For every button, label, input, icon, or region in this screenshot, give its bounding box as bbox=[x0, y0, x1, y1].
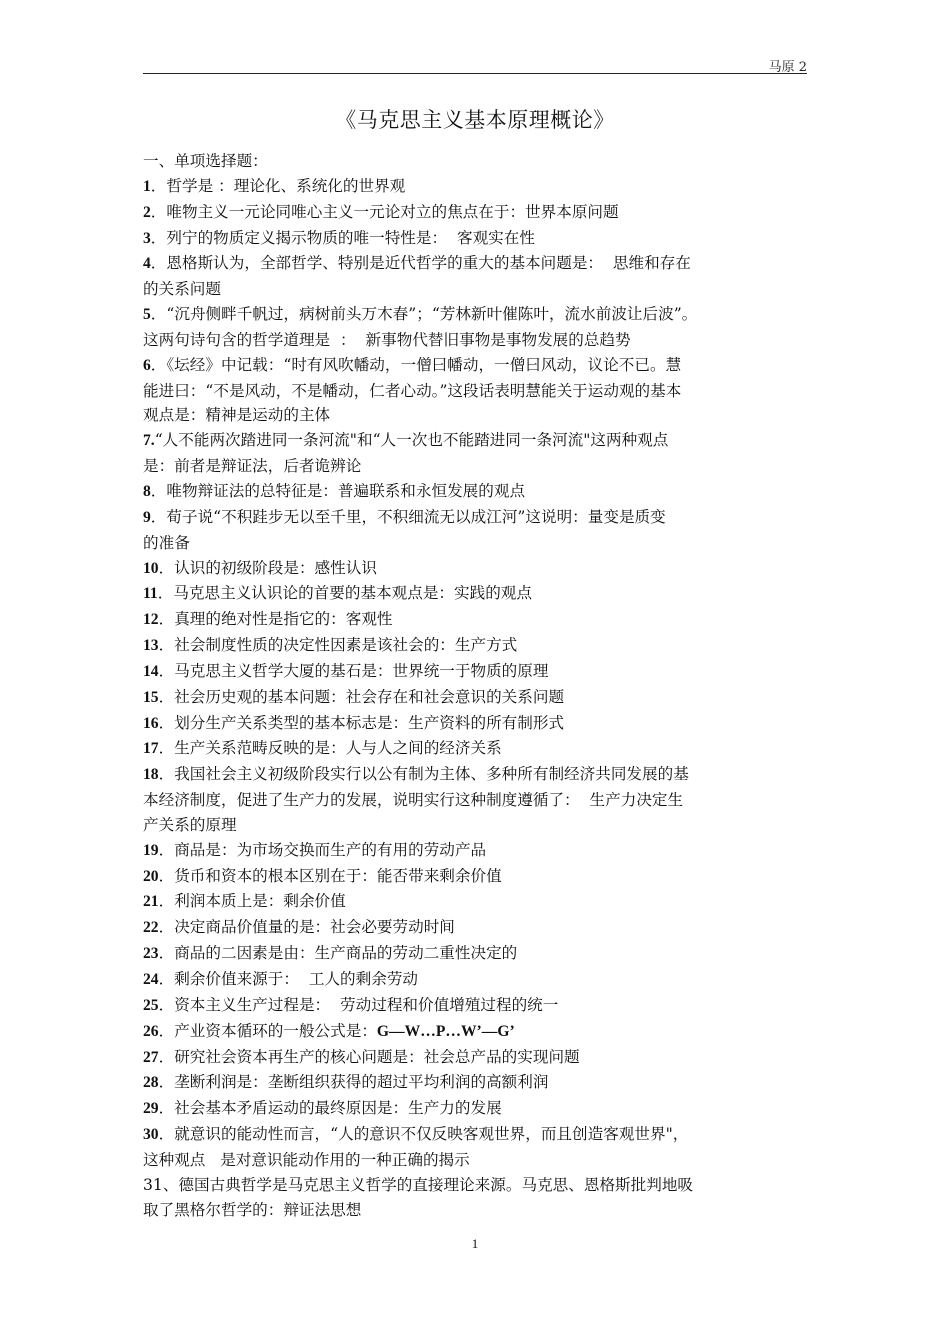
item-text: ．商品的二因素是由：生产商品的劳动二重性决定的 bbox=[158, 944, 518, 963]
item-number: 30 bbox=[143, 1126, 159, 1144]
text-line bbox=[143, 889, 809, 915]
item-text: 产关系的原理 bbox=[143, 815, 237, 834]
item-text: ．《坛经》中记载：“时有风吹幡动，一僧曰幡动，一僧曰风动，议论不已。慧 bbox=[150, 355, 682, 374]
item-text: 观点是：精神是运动的主体 bbox=[143, 406, 331, 425]
text-line bbox=[143, 479, 809, 505]
header-rule bbox=[143, 73, 807, 74]
item-number: 6 bbox=[143, 356, 151, 374]
item-text: ．利润本质上是：剩余价值 bbox=[158, 892, 346, 911]
text-line bbox=[143, 1096, 809, 1122]
item-text: ．研究社会资本再生产的核心问题是：社会总产品的实现问题 bbox=[158, 1047, 580, 1066]
item-number: 16 bbox=[143, 714, 159, 732]
item-text: ．垄断利润是：垄断组织获得的超过平均利润的高额利润 bbox=[158, 1073, 549, 1092]
text-line bbox=[143, 581, 809, 607]
item-text: ．认识的初级阶段是：感性认识 bbox=[158, 558, 377, 577]
item-text: ．恩格斯认为，全部哲学、特别是近代哲学的重大的基本问题是： 思维和存在 bbox=[150, 254, 691, 273]
text-line bbox=[143, 915, 809, 941]
item-text: “人不能两次踏进同一条河流"和“人一次也不能踏进同一条河流"这两种观点 bbox=[154, 431, 669, 450]
item-text: ．真理的绝对性是指它的：客观性 bbox=[158, 610, 393, 629]
item-text: 是：前者是辩证法，后者诡辨论 bbox=[143, 457, 362, 476]
text-line bbox=[143, 762, 809, 788]
item-number: 23 bbox=[143, 945, 159, 963]
item-number: 8 bbox=[143, 482, 151, 500]
item-number: 20 bbox=[143, 867, 159, 885]
text-line bbox=[143, 251, 809, 277]
text-line bbox=[143, 788, 809, 813]
item-text: ．我国社会主义初级阶段实行以公有制为主体、多种所有制经济共同发展的基 bbox=[158, 765, 689, 784]
text-line bbox=[143, 967, 809, 993]
text-line bbox=[143, 302, 809, 328]
item-number: 11 bbox=[143, 585, 158, 603]
item-number: 25 bbox=[143, 996, 159, 1014]
document-title: 《马克思主义基本原理概论》 bbox=[335, 108, 615, 132]
text-line bbox=[143, 736, 809, 762]
item-number: 19 bbox=[143, 841, 159, 859]
text-line bbox=[143, 454, 809, 479]
item-number: 28 bbox=[143, 1074, 159, 1092]
running-header: 马原 2 bbox=[768, 60, 807, 75]
item-text: ．社会基本矛盾运动的最终原因是：生产力的发展 bbox=[158, 1099, 502, 1118]
item-text: ．荀子说“不积跬步无以至千里，不积细流无以成江河”这说明：量变是质变 bbox=[150, 507, 666, 526]
item-number: 5 bbox=[143, 306, 151, 324]
text-line bbox=[143, 1019, 809, 1045]
text-line bbox=[143, 1045, 809, 1071]
text-line bbox=[143, 226, 809, 252]
text-line bbox=[143, 174, 809, 200]
item-number: 18 bbox=[143, 766, 159, 784]
text-line bbox=[143, 531, 809, 556]
item-number: 9 bbox=[143, 508, 151, 526]
text-line bbox=[143, 200, 809, 226]
item-text: ．划分生产关系类型的基本标志是：生产资料的所有制形式 bbox=[158, 713, 565, 732]
item-text: 这种观点 是对意识能动作用的一种正确的揭示 bbox=[143, 1150, 470, 1169]
item-number: 26 bbox=[143, 1022, 159, 1040]
item-text: 本经济制度，促进了生产力的发展，说明实行这种制度遵循了： 生产力决定生 bbox=[143, 791, 684, 810]
item-text: ．列宁的物质定义揭示物质的唯一特性是： 客观实在性 bbox=[150, 228, 535, 247]
item-text: 取了黑格尔哲学的：辩证法思想 bbox=[143, 1200, 362, 1219]
item-number: 7. bbox=[143, 432, 155, 450]
item-text: 的关系问题 bbox=[143, 280, 221, 299]
item-number: 13 bbox=[143, 637, 159, 655]
item-text: ．生产关系范畴反映的是：人与人之间的经济关系 bbox=[158, 739, 502, 758]
text-line bbox=[143, 607, 809, 633]
item-text: ．资本主义生产过程是： 劳动过程和价值增殖过程的统一 bbox=[158, 995, 559, 1014]
text-line bbox=[143, 838, 809, 864]
text-line bbox=[143, 1173, 809, 1198]
item-text: 一、单项选择题： bbox=[143, 152, 268, 170]
item-text: 能进曰：“不是风动，不是幡动，仁者心动。”这段话表明慧能关于运动观的基本 bbox=[143, 381, 682, 400]
item-text: ．唯物辩证法的总特征是：普遍联系和永恒发展的观点 bbox=[150, 481, 526, 500]
text-line bbox=[143, 505, 809, 531]
item-number: 2 bbox=[143, 203, 151, 221]
text-line bbox=[143, 633, 809, 659]
text-line bbox=[143, 941, 809, 967]
item-text: ．货币和资本的根本区别在于：能否带来剩余价值 bbox=[158, 866, 502, 885]
item-number: 21 bbox=[143, 893, 159, 911]
item-text: ．就意识的能动性而言，“人的意识不仅反映客观世界，而且创造客观世界"， bbox=[158, 1125, 689, 1144]
text-line bbox=[143, 1148, 809, 1173]
text-line bbox=[143, 379, 809, 404]
item-number: 14 bbox=[143, 662, 159, 680]
text-line bbox=[143, 1198, 809, 1223]
text-line bbox=[143, 864, 809, 890]
formula-text: G—W…P…W’—G’ bbox=[376, 1022, 515, 1040]
text-line bbox=[143, 1122, 809, 1148]
text-line bbox=[143, 353, 809, 379]
text-line bbox=[143, 277, 809, 302]
question-list bbox=[143, 149, 809, 1222]
item-number: 22 bbox=[143, 919, 159, 937]
item-text: ．商品是：为市场交换而生产的有用的劳动产品 bbox=[158, 840, 487, 859]
item-text: ．社会制度性质的决定性因素是该社会的：生产方式 bbox=[158, 636, 518, 655]
item-number: 10 bbox=[143, 559, 159, 577]
item-text: ．剩余价值来源于： 工人的剩余劳动 bbox=[158, 970, 419, 988]
text-line bbox=[143, 328, 809, 353]
text-line bbox=[143, 993, 809, 1019]
item-text: ．马克思主义认识论的首要的基本观点是：实践的观点 bbox=[157, 584, 532, 603]
item-text: ．产业资本循环的一般公式是： bbox=[158, 1021, 377, 1040]
item-text: ．马克思主义哲学大厦的基石是：世界统一于物质的原理 bbox=[158, 661, 549, 680]
item-number: 17 bbox=[143, 740, 159, 758]
item-number: 12 bbox=[143, 611, 159, 629]
item-text: ．“沉舟侧畔千帆过，病树前头万木春”；“芳林新叶催陈叶，流水前波让后波”。 bbox=[150, 305, 698, 324]
text-line bbox=[143, 813, 809, 838]
item-number: 29 bbox=[143, 1100, 159, 1118]
text-line bbox=[143, 149, 809, 174]
item-number: 3 bbox=[143, 229, 151, 247]
text-line bbox=[143, 428, 809, 454]
item-text: ．唯物主义一元论同唯心主义一元论对立的焦点在于：世界本原问题 bbox=[150, 202, 619, 221]
text-line bbox=[143, 556, 809, 582]
text-line bbox=[143, 711, 809, 737]
item-text: 这两句诗句含的哲学道理是 ： 新事物代替旧事物是事物发展的总趋势 bbox=[143, 330, 631, 349]
text-line bbox=[143, 403, 809, 428]
text-line bbox=[143, 685, 809, 711]
item-text: ．哲学是 ：理论化、系统化的世界观 bbox=[150, 176, 406, 195]
item-number: 15 bbox=[143, 688, 159, 706]
text-line bbox=[143, 659, 809, 685]
item-number: 27 bbox=[143, 1048, 159, 1066]
text-line bbox=[143, 1070, 809, 1096]
item-text: ．决定商品价值量的是：社会必要劳动时间 bbox=[158, 918, 455, 937]
item-number: 4 bbox=[143, 255, 151, 273]
item-text: 的准备 bbox=[143, 533, 190, 552]
item-number: 24 bbox=[143, 971, 159, 988]
item-number: 1 bbox=[143, 177, 151, 195]
page-number: 1 bbox=[471, 1236, 479, 1251]
item-text: ．社会历史观的基本问题：社会存在和社会意识的关系问题 bbox=[158, 687, 565, 706]
item-text: 31、德国古典哲学是马克思主义哲学的直接理论来源。马克思、恩格斯批判地吸 bbox=[143, 1175, 694, 1194]
